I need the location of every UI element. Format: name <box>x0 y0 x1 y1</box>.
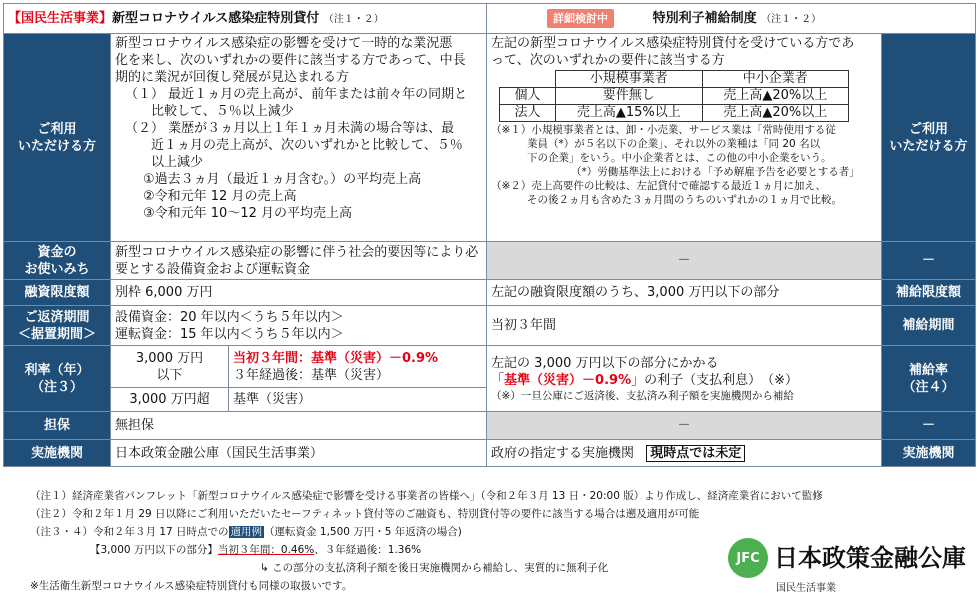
term-right-label: 補給期間 <box>882 306 976 346</box>
eligible-right-cell <box>487 34 882 242</box>
rate-right-label: 補給率 （注４） <box>882 346 976 412</box>
left-header-title: 新型コロナウイルス感染症特別貸付 <box>112 10 320 26</box>
funds-right-label: － <box>882 242 976 280</box>
rate-bracket-open: 「 <box>491 372 505 388</box>
jfc-logo-name: 日本政策金融公庫 <box>774 544 966 572</box>
limit-right: 左記の融資限度額のうち、3,000 万円以下の部分 <box>487 280 882 306</box>
left-header-bracket: 【国民生活事業】 <box>8 10 113 26</box>
jfc-logo-sub: 国民生活事業 <box>776 583 836 594</box>
eligible-right-intro: って、次のいずれかの要件に該当する方 <box>491 53 725 68</box>
rate-right-red: 基準（災害）－0.9% <box>504 372 632 388</box>
req-cell: 売上高▲20%以上 <box>702 88 849 105</box>
agency-right <box>487 440 882 467</box>
eligible-line: ①過去３ヵ月（最近１ヵ月含む。）の平均売上高 <box>143 172 422 187</box>
jfc-mark-icon: JFC <box>728 538 768 578</box>
agency-undecided: 現時点では未定 <box>646 445 745 462</box>
eligible-note: （*）労働基準法上における「予め解雇予告を必要とする者」 <box>571 166 860 178</box>
comparison-table <box>3 3 976 467</box>
eligible-right-intro: 左記の新型コロナウイルス感染症特別貸付を受けている方であ <box>491 36 855 51</box>
req-col-small: 小規模事業者 <box>556 71 703 88</box>
row-label-rate: 利率（年） （注３） <box>4 346 111 412</box>
collateral-right-label: － <box>882 412 976 440</box>
eligible-line: ②令和元年 12 月の売上高 <box>143 189 297 204</box>
left-header <box>4 4 487 34</box>
footnote-arrow-note <box>30 559 823 577</box>
rate-right-tail: 」の利子（支払利息） （※） <box>631 372 799 388</box>
eligible-line: （１） 最近１ヵ月の売上高が、前年または前々年の同期と <box>125 87 468 102</box>
eligible-note: （※２）売上高要件の比較は、左記貸付で確認する最近１ヵ月に加え、 <box>491 180 826 192</box>
row-label-eligible-right: ご利用 いただける方 <box>882 34 976 242</box>
req-cell: 要件無し <box>556 88 703 105</box>
right-header-title: 特別利子補給制度 <box>652 11 757 26</box>
rate-right-line <box>491 372 877 389</box>
funds-right: － <box>487 242 882 280</box>
eligible-line: （２） 業歴が３ヵ月以上１年１ヵ月未満の場合等は、最 <box>125 121 455 136</box>
limit-right-label: 補給限度額 <box>882 280 976 306</box>
footnote-1: （注１）経済産業省パンフレット「新型コロナウイルス感染症で影響を受ける事業者の皆様へ」（令和２年３月 13 日・20:00 版）より作成し、経済産業省において監修 <box>30 490 823 502</box>
row-label-collateral: 担保 <box>4 412 111 440</box>
rate-tier-low-value <box>229 346 487 388</box>
row-label-term: ご返済期間 ＜据置期間＞ <box>4 306 111 346</box>
rate-after: ３年経過後：基準（災害） <box>233 367 390 383</box>
rate-tier-low: 3,000 万円 以下 <box>111 346 229 388</box>
eligible-line: 化を来し、次のいずれかの要件に該当する方であって、中長 <box>115 53 466 68</box>
example-after: 、３年経過後：1.36% <box>314 544 422 556</box>
arrow-icon: ↳ <box>260 562 273 574</box>
footnote-2: （注２）令和２年１月 29 日以降にご利用いただいたセーフティネット貸付等のご融資も、特別貸付等の要件に該当する場合は遡及適用が可能 <box>30 508 700 520</box>
collateral-right: － <box>487 412 882 440</box>
footnotes <box>30 487 823 595</box>
term-right: 当初３年間 <box>487 306 882 346</box>
requirement-table <box>499 70 849 122</box>
eligible-line: 新型コロナウイルス感染症の影響を受けて一時的な業況悪 <box>115 36 453 51</box>
collateral-left: 無担保 <box>111 412 487 440</box>
footnote-example <box>30 541 823 559</box>
status-badge: 詳細検討中 <box>547 9 614 28</box>
rate-right-line: 左記の 3,000 万円以下の部分にかかる <box>491 355 719 371</box>
eligible-note: 下の企業」をいう。中小企業者とは、この他の中小企業をいう。 <box>527 152 832 164</box>
eligible-line: ③令和元年 10～12 月の平均売上高 <box>143 206 353 221</box>
footnote-3-highlight: 適用例 <box>230 526 263 538</box>
footnote-3-post: （運転資金 1,500 万円・5 年返済の場合) <box>264 526 462 538</box>
agency-right-label: 実施機関 <box>882 440 976 467</box>
row-label-limit: 融資限度額 <box>4 280 111 306</box>
req-col-sme: 中小企業者 <box>702 71 849 88</box>
arrow-note-text: この部分の支払済利子額を後日実施機関から補給し、実質的に無利子化 <box>272 562 609 574</box>
rate-tier-high-value: 基準（災害） <box>229 388 487 412</box>
footnote-6: ※生活衛生新型コロナウイルス感染症特別貸付も同様の取扱いです。 <box>30 580 353 592</box>
rate-initial-red: 当初３年間：基準（災害）－0.9% <box>233 350 439 366</box>
funds-left: 新型コロナウイルス感染症の影響に伴う社会的要因等により必要とする設備資金および運転資金 <box>111 242 487 280</box>
req-cell: 売上高▲20%以上 <box>702 105 849 122</box>
term-equipment: 設備資金：20 年以内＜うち５年以内＞ <box>115 309 344 325</box>
term-left <box>111 306 487 346</box>
example-initial: 当初３年間：0.46% <box>217 544 315 556</box>
row-label-eligible: ご利用 いただける方 <box>4 34 111 242</box>
limit-left: 別枠 6,000 万円 <box>111 280 487 306</box>
jfc-logo <box>728 538 966 594</box>
rate-right <box>487 346 882 412</box>
agency-left: 日本政策金融公庫（国民生活事業） <box>111 440 487 467</box>
row-label-funds: 資金の お使いみち <box>4 242 111 280</box>
eligible-line: 期的に業況が回復し発展が見込まれる方 <box>115 70 350 85</box>
eligible-note: 業員（*）が５名以下の企業」、それ以外の業種は「同 20 名以 <box>527 138 821 150</box>
agency-right-text: 政府の指定する実施機関 <box>491 445 635 461</box>
left-header-note: （注１・２） <box>323 13 384 25</box>
eligible-line: 以上減少 <box>151 155 204 170</box>
footnote-3-pre: （注３・４）令和２年３月 17 日時点での <box>30 526 229 538</box>
eligible-line: 比較して、５％以上減少 <box>151 104 294 119</box>
footnote-3 <box>30 523 823 541</box>
rate-right-note: （※）一旦公庫にご返済後、支払済み利子額を実施機関から補給 <box>491 389 794 402</box>
eligible-note: その後２ヵ月も含めた３ヵ月間のうちのいずれかの１ヵ月で比較。 <box>527 194 843 206</box>
right-header <box>487 4 976 34</box>
example-label: 【3,000 万円以下の部分】 <box>90 544 218 556</box>
req-row-label: 法人 <box>500 105 556 122</box>
req-cell: 売上高▲15%以上 <box>556 105 703 122</box>
eligible-left-cell <box>111 34 487 242</box>
req-row-label: 個人 <box>500 88 556 105</box>
eligible-note: （※１）小規模事業者とは、卸・小売業、サービス業は「常時使用する従 <box>491 124 836 136</box>
right-header-note: （注１・２） <box>761 14 822 25</box>
row-label-agency: 実施機関 <box>4 440 111 467</box>
eligible-line: 近１ヵ月の売上高が、次のいずれかと比較して、５％ <box>151 138 463 153</box>
term-operating: 運転資金：15 年以内＜うち５年以内＞ <box>115 326 344 342</box>
rate-tier-high: 3,000 万円超 <box>111 388 229 412</box>
